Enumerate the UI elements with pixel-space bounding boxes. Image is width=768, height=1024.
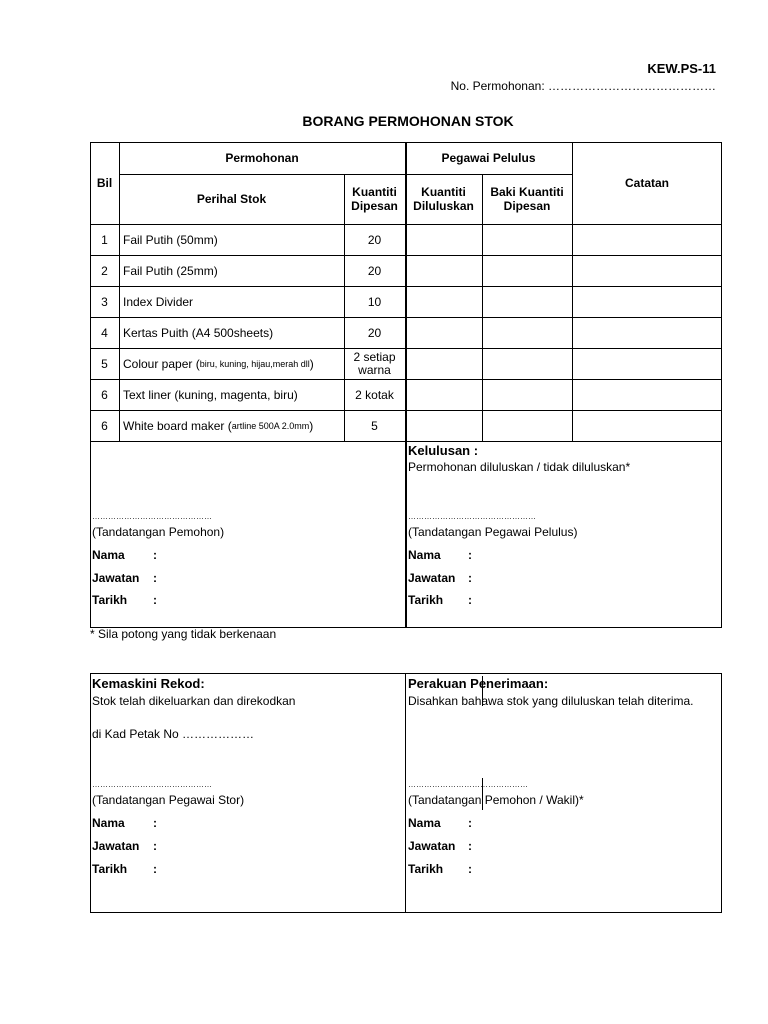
kad-petak-text: di Kad Petak No ………………	[92, 727, 255, 741]
row-item: Index Divider	[123, 294, 194, 309]
colon: :	[468, 548, 472, 562]
colon: :	[153, 548, 157, 562]
tarikh-label: Tarikh	[92, 593, 128, 607]
row-qty: 10	[367, 294, 382, 309]
signature-line: ………………………………………	[92, 512, 212, 521]
colon: :	[153, 862, 157, 876]
footnote: * Sila potong yang tidak berkenaan	[90, 627, 277, 641]
row-bil: 2	[101, 263, 108, 278]
kelulusan-text: Permohonan diluluskan / tidak diluluskan*	[408, 460, 631, 474]
colon: :	[468, 593, 472, 607]
tarikh-label: Tarikh	[408, 862, 444, 876]
colon: :	[153, 816, 157, 830]
tarikh-label: Tarikh	[92, 862, 128, 876]
signature-line: …………………………………………	[408, 512, 536, 521]
permohonan-number: No. Permohonan: ……………………………………	[450, 79, 716, 93]
row-bil: 6	[101, 419, 108, 433]
header-catatan: Catatan	[624, 176, 669, 190]
kelulusan-heading: Kelulusan :	[408, 443, 479, 458]
signature-line: ………………………………………	[92, 780, 212, 789]
header-kuantiti-dipesan: Kuantiti Dipesan	[351, 185, 398, 213]
nama-label: Nama	[408, 548, 441, 562]
stok-text: Stok telah dikeluarkan dan direkodkan	[92, 694, 296, 708]
nama-label: Nama	[408, 816, 441, 830]
row-qty: 2 kotak	[355, 387, 394, 402]
colon: :	[468, 839, 472, 853]
row-qty: 20	[367, 263, 382, 278]
row-item: Kertas Puith (A4 500sheets)	[123, 325, 274, 340]
row-bil: 6	[101, 387, 108, 402]
row-qty: 20	[367, 325, 382, 340]
colon: :	[468, 571, 472, 585]
signature-label-stor: (Tandatangan Pegawai Stor)	[92, 793, 245, 807]
row-qty: 5	[371, 419, 378, 433]
colon: :	[468, 816, 472, 830]
perakuan-text: Disahkan bahawa stok yang diluluskan telah diterima.	[408, 694, 694, 708]
header-permohonan: Permohonan	[225, 151, 299, 165]
tarikh-label: Tarikh	[408, 593, 444, 607]
header-baki-kuantiti: Baki Kuantiti Dipesan	[490, 185, 564, 213]
jawatan-label: Jawatan	[92, 839, 140, 853]
form-code: KEW.PS-11	[647, 61, 716, 76]
signature-label-pemohon: (Tandatangan Pemohon)	[92, 525, 225, 539]
signature-label-pelulus: (Tandatangan Pegawai Pelulus)	[408, 525, 578, 539]
jawatan-label: Jawatan	[92, 571, 140, 585]
colon: :	[153, 593, 157, 607]
colon: :	[468, 862, 472, 876]
header-pegawai-pelulus: Pegawai Pelulus	[441, 151, 536, 165]
row-bil: 1	[101, 232, 108, 247]
header-bil: Bil	[96, 176, 113, 190]
row-item: Colour paper ( biru, kuning, hijau,merah dll )	[123, 356, 314, 371]
row-bil: 3	[101, 294, 108, 309]
nama-label: Nama	[92, 816, 125, 830]
row-item: Text liner (kuning, magenta, biru)	[123, 387, 298, 402]
header-kuantiti-diluluskan: Kuantiti Diluluskan	[413, 185, 474, 213]
row-item: Fail Putih (25mm)	[123, 263, 218, 278]
row-bil: 4	[101, 325, 108, 340]
colon: :	[153, 839, 157, 853]
colon: :	[153, 571, 157, 585]
row-qty: 2 setiap warna	[353, 349, 396, 377]
row-item: White board maker ( artline 500A 2.0mm )	[123, 419, 314, 433]
kemaskini-heading: Kemaskini Rekod:	[92, 676, 205, 691]
nama-label: Nama	[92, 548, 125, 562]
perakuan-heading: Perakuan Penerimaan:	[408, 676, 549, 691]
signature-label-wakil: (Tandatangan Pemohon / Wakil)*	[408, 793, 584, 807]
row-item: Fail Putih (50mm)	[123, 232, 218, 247]
row-qty: 20	[367, 232, 382, 247]
header-perihal-stok: Perihal Stok	[196, 192, 267, 206]
signature-line: ………………………………………	[408, 780, 528, 789]
jawatan-label: Jawatan	[408, 839, 456, 853]
form-title: BORANG PERMOHONAN STOK	[302, 113, 514, 129]
jawatan-label: Jawatan	[408, 571, 456, 585]
row-bil: 5	[101, 356, 108, 371]
